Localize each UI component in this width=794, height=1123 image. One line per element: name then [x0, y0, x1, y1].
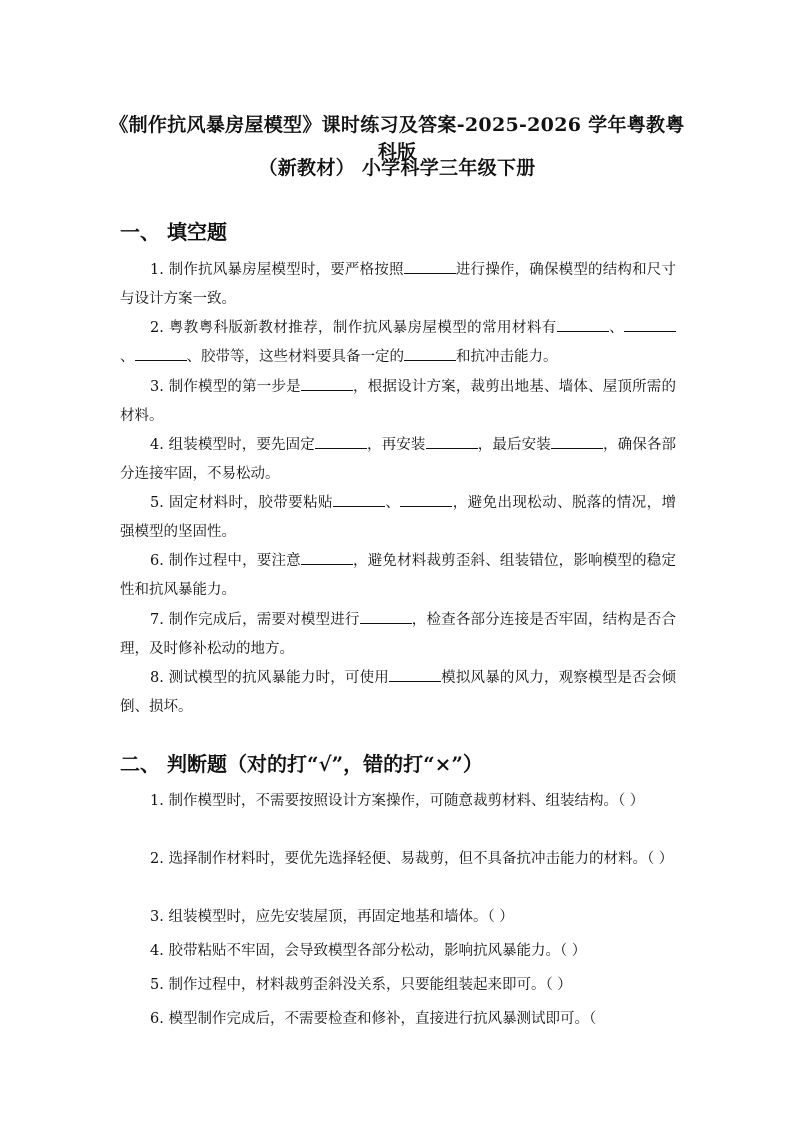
- question-text: 7. 制作完成后，需要对模型进行: [150, 612, 360, 628]
- answer-blank: [360, 609, 412, 624]
- answer-blank: [404, 346, 456, 361]
- question-text: ，避免出现松动、脱落的情况，增强模型的坚固性。: [120, 495, 677, 540]
- question-text: 1. 制作抗风暴房屋模型时，要严格按照: [150, 262, 404, 278]
- question-text: 进行操作，确保模型的结构和尺寸与设计方案一致。: [120, 262, 676, 307]
- answer-blank: [315, 434, 367, 449]
- answer-blank: [557, 317, 609, 332]
- fill-question-4: [120, 431, 676, 489]
- question-text: 、胶带等，这些材料要具备一定的: [186, 349, 404, 365]
- question-text: 、: [120, 349, 135, 365]
- answer-blank: [301, 550, 353, 565]
- answer-blank: [400, 492, 452, 507]
- question-text: 4. 组装模型时，要先固定: [150, 437, 315, 453]
- fill-question-7: [120, 606, 676, 664]
- answer-blank: [333, 492, 385, 507]
- fill-question-2: [120, 314, 676, 372]
- fill-question-3: [120, 373, 676, 431]
- question-text: 、: [608, 320, 625, 336]
- answer-blank: [301, 376, 353, 391]
- question-text: 和抗冲击能力。: [456, 349, 558, 365]
- question-text: 、: [384, 495, 401, 511]
- fill-question-5: [120, 489, 676, 547]
- fill-question-6: [120, 547, 676, 605]
- question-text: 6. 制作过程中，要注意: [150, 553, 301, 569]
- question-text: ，确保各部分连接牢固，不易松动。: [120, 437, 677, 482]
- answer-blank: [389, 667, 441, 682]
- judge-question-6: 6. 模型制作完成后，不需要检查和修补，直接进行抗风暴测试即可。（: [150, 1011, 597, 1027]
- question-text: ，检查各部分连接是否牢固，结构是否合理，及时修补松动的地方。: [120, 612, 676, 657]
- fill-question-1: [120, 256, 676, 314]
- question-text: 2. 粤教粤科版新教材推荐，制作抗风暴房屋模型的常用材料有: [150, 320, 557, 336]
- question-text: ，避免材料裁剪歪斜、组装错位，影响模型的稳定性和抗风暴能力。: [120, 553, 676, 598]
- answer-blank: [135, 346, 187, 361]
- question-text: 3. 制作模型的第一步是: [150, 379, 301, 395]
- judge-question-3: 3. 组装模型时，应先安装屋顶，再固定地基和墙体。（ ）: [150, 909, 514, 925]
- section-heading-true-false: 二、 判断题（对的打“√”，错的打“×”）: [120, 752, 483, 776]
- judge-question-5: 5. 制作过程中，材料裁剪歪斜没关系，只要能组装起来即可。（ ）: [150, 977, 572, 993]
- document-title-line2: （新教材） 小学科学三年级下册: [258, 157, 536, 179]
- answer-blank: [404, 259, 456, 274]
- judge-question-4: 4. 胶带粘贴不牢固，会导致模型各部分松动，影响抗风暴能力。（ ）: [150, 943, 587, 959]
- section-heading-fill-blank: 一、 填空题: [120, 220, 227, 244]
- answer-blank: [551, 434, 603, 449]
- question-text: ，根据设计方案，裁剪出地基、墙体、屋顶所需的材料。: [120, 379, 676, 424]
- question-text: 5. 固定材料时，胶带要粘贴: [150, 495, 333, 511]
- judge-question-1: 1. 制作模型时，不需要按照设计方案操作，可随意裁剪材料、组装结构。（ ）: [150, 793, 645, 809]
- answer-blank: [426, 434, 478, 449]
- answer-blank: [624, 317, 676, 332]
- fill-question-8: [120, 664, 676, 722]
- question-text: ，最后安装: [477, 437, 551, 453]
- judge-question-2: 2. 选择制作材料时，要优先选择轻便、易裁剪，但不具备抗冲击能力的材料。（ ）: [150, 851, 674, 867]
- question-text: 8. 测试模型的抗风暴能力时，可使用: [150, 670, 389, 686]
- question-text: ，再安装: [366, 437, 426, 453]
- document-title-line1: 《制作抗风暴房屋模型》课时练习及答案-2025-2026 学年粤教粤科版: [109, 114, 685, 163]
- question-text: 模拟风暴的风力，观察模型是否会倾倒、损坏。: [120, 670, 676, 715]
